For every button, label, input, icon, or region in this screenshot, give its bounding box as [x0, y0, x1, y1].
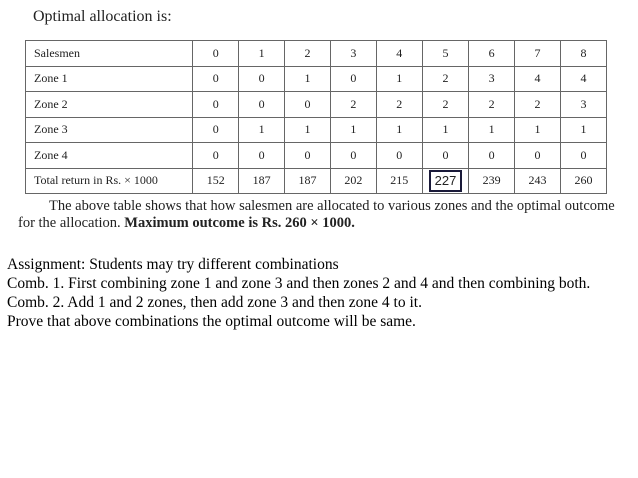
result-note [18, 198, 618, 232]
table-cell: 152 [193, 168, 239, 194]
table-cell: 7 [515, 41, 561, 67]
table-cell: 1 [376, 117, 422, 143]
table-cell: 2 [422, 66, 469, 92]
table-cell: 202 [330, 168, 376, 194]
table-cell: 4 [560, 66, 606, 92]
table-cell: 1 [285, 66, 331, 92]
table-cell: 215 [376, 168, 422, 194]
table-cell: 0 [330, 66, 376, 92]
table-cell: 0 [515, 143, 561, 169]
table-cell: 4 [515, 66, 561, 92]
table-cell: 0 [376, 143, 422, 169]
table-cell: 0 [193, 92, 239, 118]
row-label: Total return in Rs. × 1000 [26, 168, 193, 194]
row-label: Zone 1 [26, 66, 193, 92]
table-cell: 0 [469, 143, 515, 169]
table-cell: 3 [560, 92, 606, 118]
assignment-line: Assignment: Students may try different combinations [7, 256, 339, 273]
max-outcome: Maximum outcome is Rs. 260 [124, 215, 307, 231]
table-cell: 1 [469, 117, 515, 143]
table-cell: 187 [285, 168, 331, 194]
table-cell: 3 [469, 66, 515, 92]
assignment-line: Comb. 2. Add 1 and 2 zones, then add zone 3 and then zone 4 to it. [7, 294, 422, 311]
table-cell: 1 [239, 41, 285, 67]
row-label: Zone 2 [26, 92, 193, 118]
table-cell: 1 [239, 117, 285, 143]
table-cell: 239 [469, 168, 515, 194]
table-cell: 4 [376, 41, 422, 67]
table-cell: 2 [422, 92, 469, 118]
note-line-2: for the allocation. Maximum outcome is Rs. 260 × 1000. [18, 215, 355, 231]
table-cell: 2 [376, 92, 422, 118]
table-cell: 0 [285, 92, 331, 118]
table-cell: 0 [239, 66, 285, 92]
table-cell [422, 168, 469, 194]
table-cell: 2 [330, 92, 376, 118]
table-cell: 1 [515, 117, 561, 143]
table-row [26, 117, 607, 143]
table-cell: 187 [239, 168, 285, 194]
table-cell: 0 [239, 92, 285, 118]
table-row [26, 168, 607, 194]
table-cell: 0 [193, 117, 239, 143]
assignment-line: Comb. 1. First combining zone 1 and zone 3 and then zones 2 and 4 and then combining both. [7, 275, 591, 292]
row-label: Salesmen [26, 41, 193, 67]
table-cell: 0 [560, 143, 606, 169]
table-cell: 0 [193, 41, 239, 67]
row-label: Zone 3 [26, 117, 193, 143]
table-cell: 243 [515, 168, 561, 194]
table-cell: 2 [515, 92, 561, 118]
table-cell: 5 [422, 41, 469, 67]
table-cell: 0 [193, 66, 239, 92]
table-cell: 2 [469, 92, 515, 118]
table-cell: 1 [376, 66, 422, 92]
note-line-1: The above table shows that how salesmen are allocated to various zones and the optimal outcome [49, 198, 615, 214]
table-row [26, 92, 607, 118]
heading: Optimal allocation is: [33, 8, 172, 25]
table-cell: 0 [285, 143, 331, 169]
table-cell: 1 [560, 117, 606, 143]
table-cell: 6 [469, 41, 515, 67]
table-cell: 260 [560, 168, 606, 194]
table-cell: 0 [239, 143, 285, 169]
assignment-text [7, 255, 632, 331]
table-cell: 0 [193, 143, 239, 169]
table-cell: 1 [330, 117, 376, 143]
assignment-line: Prove that above combinations the optimal outcome will be same. [7, 313, 416, 330]
table-row [26, 41, 607, 67]
table-cell: 0 [330, 143, 376, 169]
allocation-table [25, 40, 607, 194]
table-row [26, 143, 607, 169]
table-cell: 8 [560, 41, 606, 67]
table-cell: 1 [285, 117, 331, 143]
table-cell: 0 [422, 143, 469, 169]
table-cell: 2 [285, 41, 331, 67]
highlighted-total: 227 [429, 170, 463, 192]
table-row [26, 66, 607, 92]
table-cell: 1 [422, 117, 469, 143]
table-cell: 3 [330, 41, 376, 67]
row-label: Zone 4 [26, 143, 193, 169]
